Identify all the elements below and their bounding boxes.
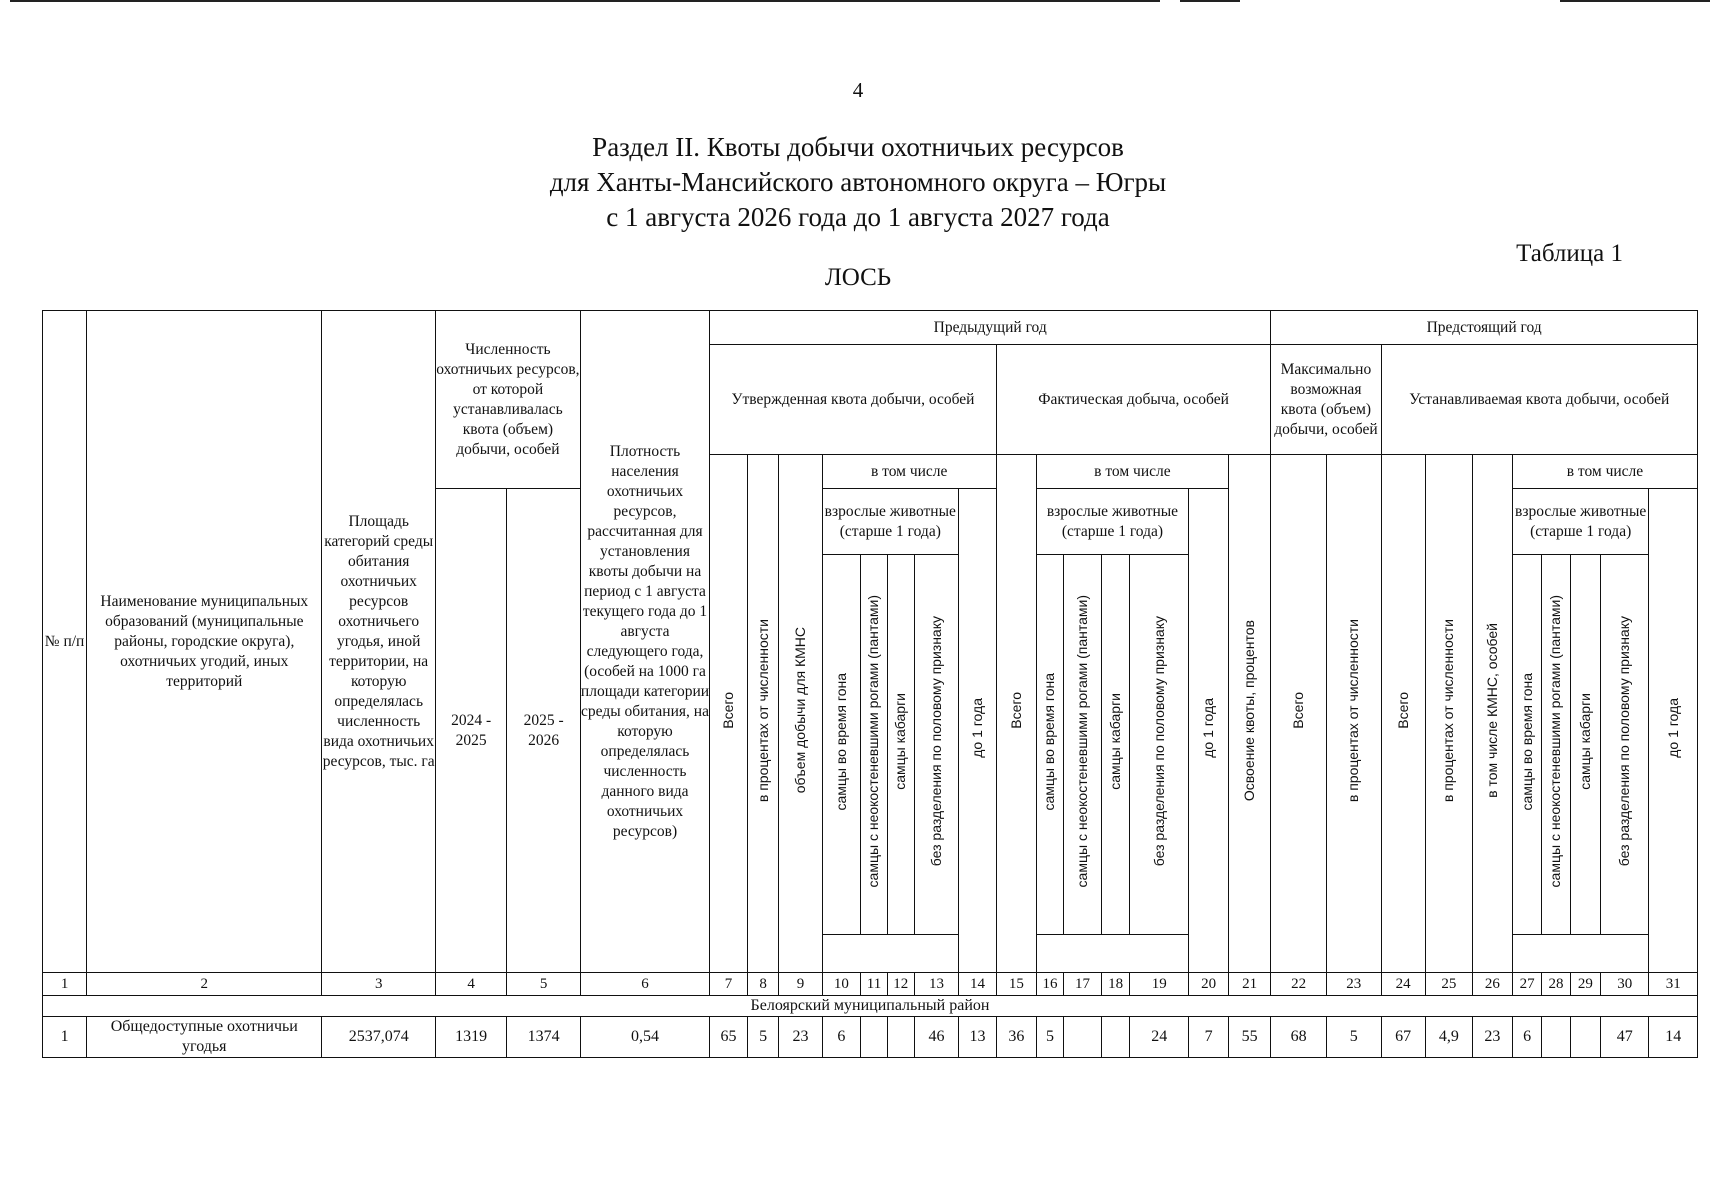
header-set-males-musk [1570, 555, 1600, 935]
column-number: 9 [779, 973, 822, 996]
header-approved-under1 [959, 489, 997, 973]
header-actual-adults: взрослые животные (старше 1 года) [1036, 489, 1188, 555]
header-name: Наименование муниципальных образований (муниципальные районы, городские округа), охотничьих угодий, иных территорий [87, 311, 322, 973]
column-number: 20 [1189, 973, 1229, 996]
column-number: 27 [1512, 973, 1541, 996]
header-approved-no-sex-split-text: без разделения по половому признаку [928, 616, 944, 867]
data-cell: 0,54 [580, 1017, 709, 1058]
header-approved-adults: взрослые животные (старше 1 года) [822, 489, 959, 555]
column-number: 16 [1036, 973, 1063, 996]
data-cell: 1 [43, 1017, 87, 1058]
header-density: Плотность населения охотничьих ресурсов, рассчитанная для установления квоты добычи на период с 1 августа текущего года до 1 августа следующего года, (особей на 1000 га площади категории среды обитания, на которую определялась численность данного вида охотничьих ресурсов) [580, 311, 709, 973]
column-number: 3 [322, 973, 435, 996]
header-approved-total [710, 455, 748, 973]
column-number: 26 [1472, 973, 1512, 996]
header-set-males-rut-text: самцы во время гона [1518, 672, 1535, 811]
column-number: 6 [580, 973, 709, 996]
header-approved-pct-text: в процентах от численности [754, 618, 771, 803]
header-actual-males-musk-text: самцы кабарги [1107, 693, 1124, 790]
data-cell: 23 [779, 1017, 822, 1058]
header-count: Численность охотничьих ресурсов, от которой устанавливалась квота (объем) добычи, особей [435, 311, 580, 489]
header-max-total [1271, 455, 1327, 973]
header-quota-use-text: Освоение квоты, процентов [1241, 619, 1258, 802]
column-number: 13 [914, 973, 958, 996]
header-approved-males-musk-text: самцы кабарги [892, 693, 909, 790]
header-set-adults: взрослые животные (старше 1 года) [1512, 489, 1649, 555]
header-num: № п/п [43, 311, 87, 973]
column-number: 22 [1271, 973, 1327, 996]
header-actual-males-rut [1036, 555, 1063, 935]
column-number: 1 [43, 973, 87, 996]
column-number: 10 [822, 973, 861, 996]
header-set-incl: в том числе [1512, 455, 1697, 489]
data-cell [1101, 1017, 1129, 1058]
data-cell: 4,9 [1425, 1017, 1472, 1058]
data-cell: 5 [747, 1017, 779, 1058]
header-actual-under1 [1189, 489, 1229, 973]
row-name-cell: Общедоступные охотничьи угодья [87, 1017, 322, 1058]
header-set-males-rut [1512, 555, 1541, 935]
column-number: 28 [1542, 973, 1570, 996]
column-number: 12 [887, 973, 914, 996]
header-approved-kmns-text: объем добычи для КМНС [791, 627, 808, 794]
header-max-total-text: Всего [1290, 692, 1307, 729]
column-number: 23 [1326, 973, 1381, 996]
header-actual-males-antlers [1064, 555, 1102, 935]
data-cell: 7 [1189, 1017, 1229, 1058]
data-cell: 6 [1512, 1017, 1541, 1058]
data-cell: 68 [1271, 1017, 1327, 1058]
page-number: 4 [852, 78, 864, 102]
header-set-total-text: Всего [1394, 692, 1411, 729]
header-approved-kmns [779, 455, 822, 973]
header-approved-total-text: Всего [720, 692, 737, 729]
column-number: 4 [435, 973, 506, 996]
data-cell: 5 [1036, 1017, 1063, 1058]
header-actual-incl: в том числе [1036, 455, 1228, 489]
data-cell: 36 [996, 1017, 1036, 1058]
header-actual-males-antlers-text: самцы с неокостеневшими рогами (пантами) [1074, 595, 1091, 888]
header-year-2025: 2025 - 2026 [507, 489, 581, 973]
top-edge-mark [10, 0, 1160, 2]
header-set-no-sex-split-text: без разделения по половому признаку [1616, 616, 1633, 867]
header-approved-males-rut [822, 555, 861, 935]
header-set-kmns [1472, 455, 1512, 973]
column-number: 5 [507, 973, 581, 996]
column-number: 19 [1130, 973, 1189, 996]
header-set-pct-text: в процентах от численности [1440, 618, 1457, 803]
header-set-under1-text: до 1 года [1664, 697, 1681, 758]
header-approved-males-rut-text: самцы во время гона [832, 672, 849, 811]
data-cell: 23 [1472, 1017, 1512, 1058]
header-set-males-musk-text: самцы кабарги [1576, 693, 1593, 790]
column-number: 8 [747, 973, 779, 996]
quota-table [42, 310, 1698, 1058]
header-set-kmns-text: в том числе КМНС, особей [1483, 623, 1500, 798]
title-line-3: с 1 августа 2026 года до 1 августа 2027 года [606, 202, 1110, 232]
header-set-pct [1425, 455, 1472, 973]
table-label: Таблица 1 [1516, 240, 1623, 267]
header-set-under1 [1649, 489, 1698, 973]
header-actual-no-sex-split [1130, 555, 1189, 935]
data-cell: 14 [1649, 1017, 1698, 1058]
data-cell: 5 [1326, 1017, 1381, 1058]
column-number-row [43, 973, 1698, 996]
header-actual-under1-text: до 1 года [1200, 697, 1217, 758]
data-cell: 1319 [435, 1017, 506, 1058]
column-number: 24 [1381, 973, 1425, 996]
data-cell [887, 1017, 914, 1058]
header-set-males-antlers [1542, 555, 1570, 935]
data-cell [1542, 1017, 1570, 1058]
header-set-total [1381, 455, 1425, 973]
header-row-1 [43, 311, 1698, 345]
header-max-pct-text: в процентах от численности [1345, 618, 1362, 803]
header-actual-males-musk [1101, 555, 1129, 935]
data-cell [861, 1017, 887, 1058]
column-number: 18 [1101, 973, 1129, 996]
top-edge-mark [1560, 0, 1710, 2]
column-number: 17 [1064, 973, 1102, 996]
header-approved-males-antlers [861, 555, 887, 935]
header-approved-under1-text: до 1 года [968, 697, 985, 758]
header-approved-pct [747, 455, 779, 973]
column-number: 11 [861, 973, 887, 996]
column-number: 30 [1601, 973, 1649, 996]
data-cell: 47 [1601, 1017, 1649, 1058]
header-previous-year: Предыдущий год [710, 311, 1271, 345]
district-row [43, 996, 1698, 1017]
column-number: 7 [710, 973, 748, 996]
data-cell: 24 [1130, 1017, 1189, 1058]
title-line-1: Раздел II. Квоты добычи охотничьих ресурсов [592, 132, 1124, 162]
data-cell [1570, 1017, 1600, 1058]
data-cell: 13 [959, 1017, 997, 1058]
column-number: 31 [1649, 973, 1698, 996]
header-max-pct [1326, 455, 1381, 973]
data-cell: 6 [822, 1017, 861, 1058]
header-area: Площадь категорий среды обитания охотничьих ресурсов охотничьего угодья, иной территории, на которую определялась численность вида охотничьих ресурсов, тыс. га [322, 311, 435, 973]
data-cell: 55 [1229, 1017, 1271, 1058]
district-name: Белоярский муниципальный район [43, 996, 1698, 1017]
column-number: 25 [1425, 973, 1472, 996]
column-number: 15 [996, 973, 1036, 996]
header-quota-use [1229, 455, 1271, 973]
top-edge-mark [1180, 0, 1240, 2]
title-line-2: для Ханты-Мансийского автономного округа – Югры [549, 167, 1167, 197]
header-set-no-sex-split [1601, 555, 1649, 935]
header-actual-harvest: Фактическая добыча, особей [996, 345, 1270, 455]
data-cell: 67 [1381, 1017, 1425, 1058]
header-actual-no-sex-split-text: без разделения по половому признаку [1150, 616, 1167, 867]
header-year-2024: 2024 - 2025 [435, 489, 506, 973]
header-approved-no-sex-split [914, 555, 958, 935]
header-approved-incl: в том числе [822, 455, 996, 489]
species-heading: ЛОСЬ [824, 264, 892, 291]
column-number: 29 [1570, 973, 1600, 996]
header-actual-males-rut-text: самцы во время гона [1041, 672, 1058, 811]
header-approved-males-musk [887, 555, 914, 935]
column-number: 21 [1229, 973, 1271, 996]
header-next-year: Предстоящий год [1271, 311, 1698, 345]
data-cell: 46 [914, 1017, 958, 1058]
header-approved-quota: Утвержденная квота добычи, особей [710, 345, 997, 455]
column-number: 14 [959, 973, 997, 996]
data-cell: 65 [710, 1017, 748, 1058]
data-cell: 2537,074 [322, 1017, 435, 1058]
header-max-quota: Максимально возможная квота (объем) добычи, особей [1271, 345, 1381, 455]
column-number: 2 [87, 973, 322, 996]
header-actual-total-text: Всего [1007, 692, 1024, 729]
header-set-quota: Устанавливаемая квота добычи, особей [1381, 345, 1697, 455]
header-set-males-antlers-text: самцы с неокостеневшими рогами (пантами) [1547, 595, 1564, 888]
header-approved-males-antlers-text: самцы с неокостеневшими рогами (пантами) [865, 595, 882, 888]
table-row [43, 1017, 1698, 1058]
document-title [0, 130, 1716, 235]
data-cell: 1374 [507, 1017, 581, 1058]
data-cell [1064, 1017, 1102, 1058]
header-actual-total [996, 455, 1036, 973]
